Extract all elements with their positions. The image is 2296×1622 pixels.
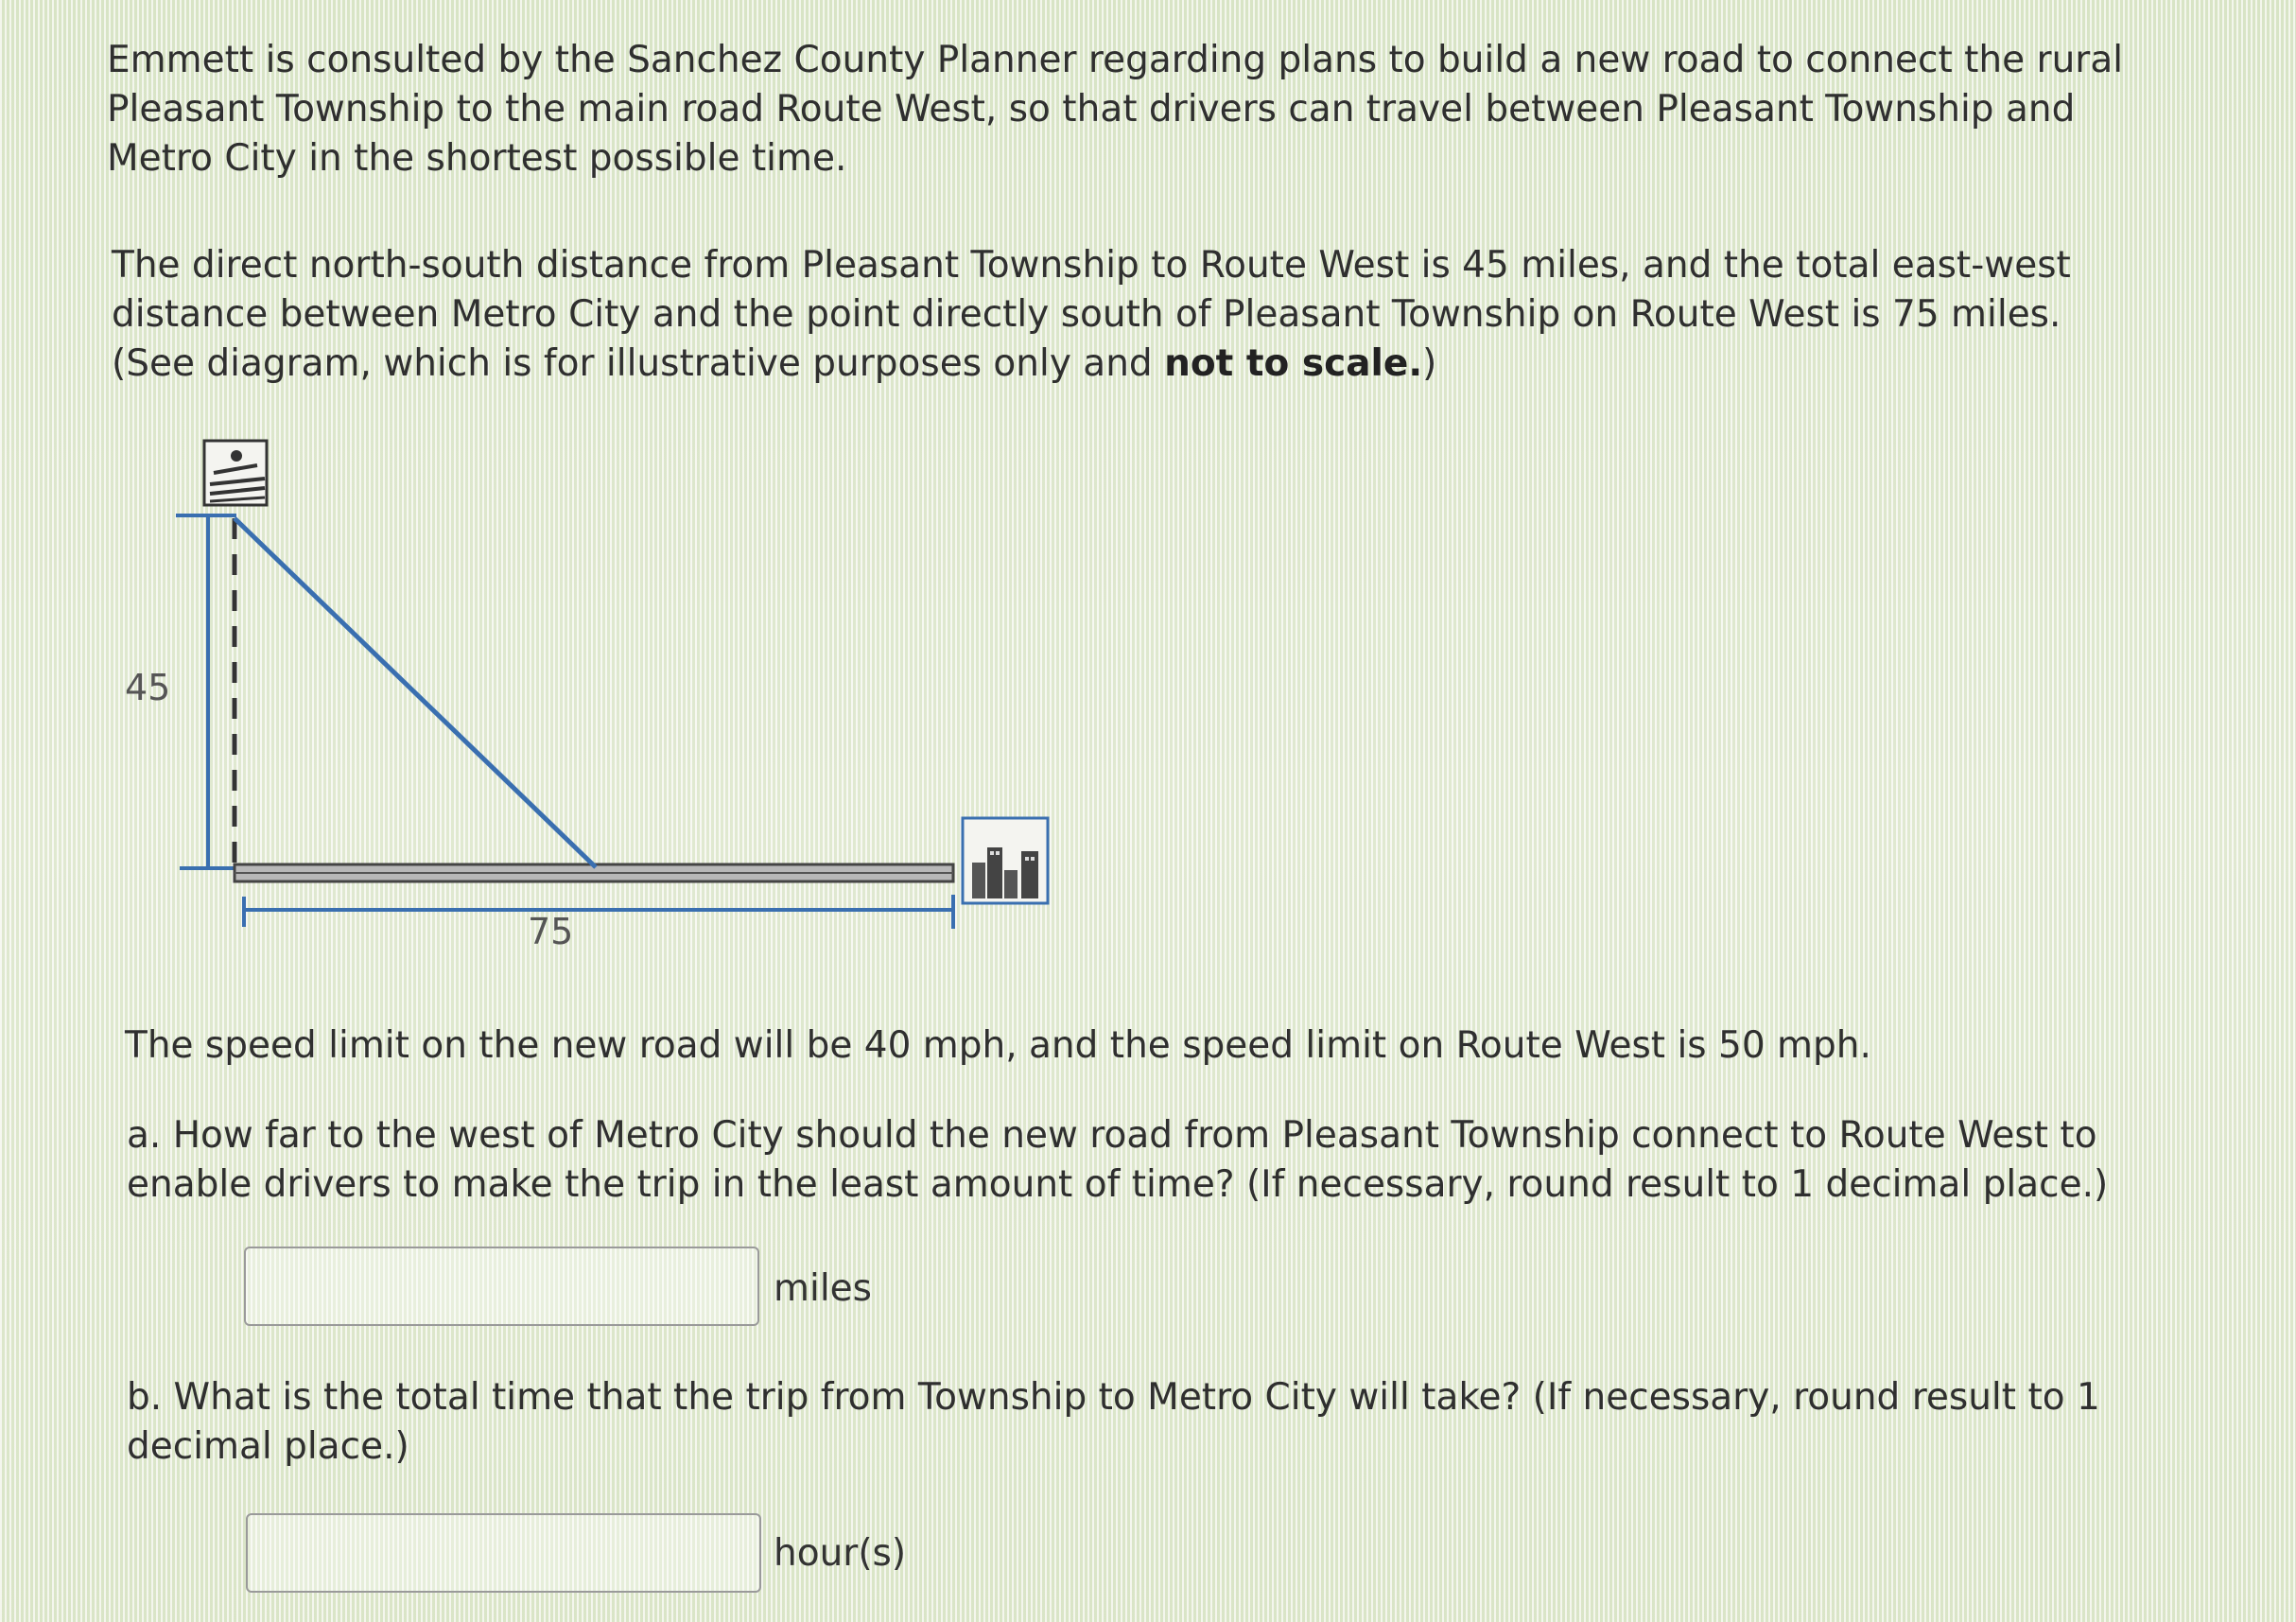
- answer-a-input[interactable]: [244, 1247, 759, 1326]
- intro-paragraph: Emmett is consulted by the Sanchez County Planner regarding plans to build a new road to connect the rural Pleasant Township to the main road Route West, so that drivers can travel between Pleasant Township and Metro City in the shortest possible time.: [107, 39, 2124, 180]
- not-to-scale-text: not to scale.: [1164, 342, 1423, 385]
- new-road-line: [235, 518, 596, 867]
- question-a-text: a. How far to the west of Metro City should the new road from Pleasant Township connect to Route West to enable drivers to make the trip in the least amount of time? (If necessary, round result to 1 decimal place.): [127, 1114, 2109, 1206]
- answer-b-input[interactable]: [246, 1513, 761, 1593]
- city-buildings-icon: [963, 818, 1048, 903]
- distances-end: ): [1422, 342, 1437, 385]
- horizontal-distance-label: 75: [528, 911, 574, 952]
- answer-b-unit: hour(s): [774, 1532, 907, 1575]
- farm-icon: [204, 441, 267, 505]
- vertical-distance-label: 45: [125, 667, 171, 708]
- question-b-text: b. What is the total time that the trip from Township to Metro City will take? (If necessary, round result to 1 decimal place.): [127, 1376, 2100, 1468]
- answer-a-unit: miles: [774, 1267, 872, 1310]
- speed-paragraph: The speed limit on the new road will be 40 mph, and the speed limit on Route West is 50 mph.: [125, 1024, 1871, 1067]
- distances-text: The direct north-south distance from Pleasant Township to Route West is 45 miles, and the total east-west distance between Metro City and the point directly south of Pleasant Township on Route West is 75 miles. (See diagram, which is for illustrative purposes only and: [112, 244, 2071, 385]
